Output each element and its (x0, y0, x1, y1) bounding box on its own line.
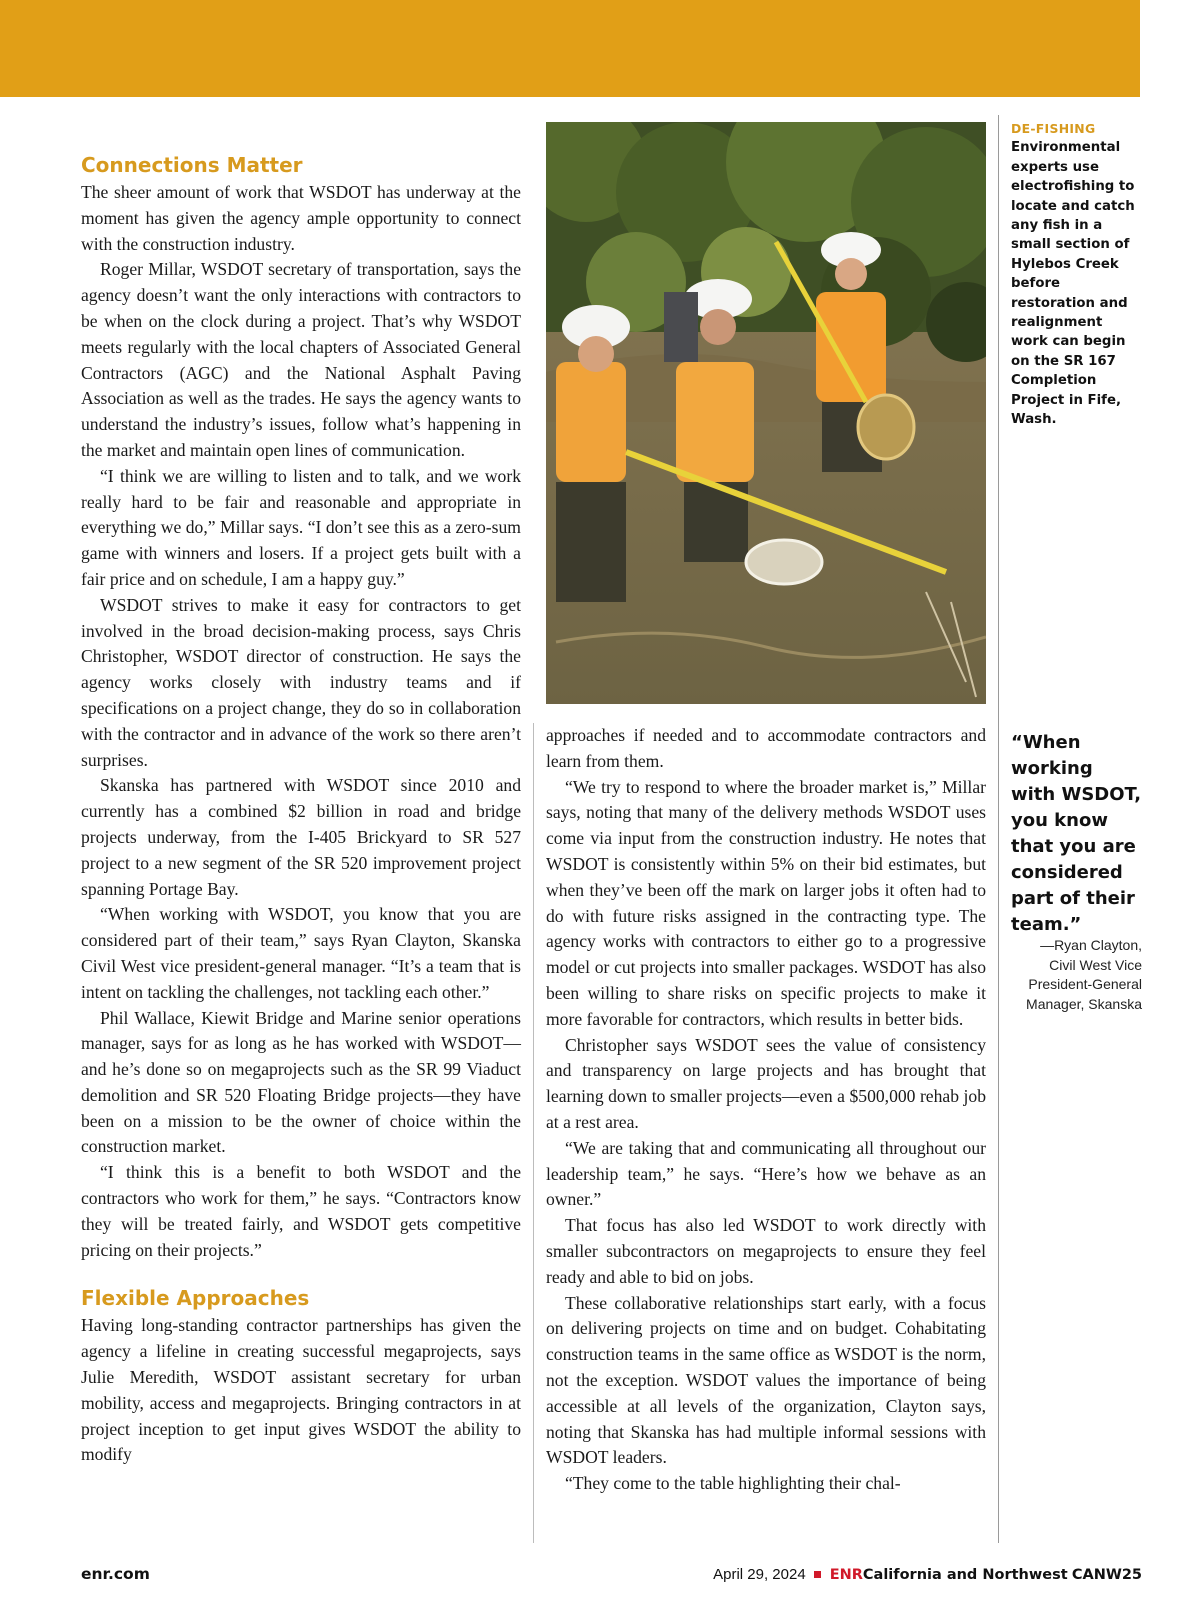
section-heading: Flexible Approaches (81, 1286, 310, 1311)
paragraph: Christopher says WSDOT sees the value of consistency and transparency on large projects and has brought that learning down to smaller projects—even a $500,000 rehab job at a rest area. (546, 1034, 986, 1132)
paragraph: Phil Wallace, Kiewit Bridge and Marine senior operations manager, says for as long as he has worked with WSDOT—and he’s done so on megaprojects such as the SR 99 Viaduct demolition and SR 520 Floating Bridge projects—they have been on a mission to be the owner of choice within the construction market. (81, 1007, 521, 1157)
footer-date: April 29, 2024 (713, 1566, 806, 1583)
footer-site: enr.com (81, 1565, 150, 1583)
pull-quote-attribution: —Ryan Clayton, Civil West Vice President-General Manager, Skanska (1026, 937, 1142, 1012)
paragraph: The sheer amount of work that WSDOT has underway at the moment has given the agency ample opportunity to connect with the construction industry. (81, 182, 521, 254)
paragraph: “We are taking that and communicating all throughout our leadership team,” he says. “Here’s how we behave as an owner.” (546, 1137, 986, 1210)
paragraph: WSDOT strives to make it easy for contractors to get involved in the broad decision-making process, says Chris Christopher, WSDOT director of construction. He says the agency works closely with industry teams and if specifications on a project change, they do so in collaboration with the contractor and in advance of the work so there aren’t surprises. (81, 594, 521, 770)
article-photo (546, 122, 986, 704)
section-heading: Connections Matter (81, 153, 303, 177)
photo-caption (1011, 119, 1141, 430)
paragraph: “They come to the table highlighting their chal- (565, 1473, 901, 1494)
paragraph: “I think we are willing to listen and to talk, and we work really hard to be fair and reasonable and appropriate in everything we do,” Millar says. “I don’t see this as a zero-sum game with winners and losers. If a project gets built with a fair price and on schedule, I am a happy guy.” (81, 465, 521, 589)
article-column-left (81, 152, 521, 1468)
paragraph: Skanska has partnered with WSDOT since 2010 and currently has a combined $2 billion in road and bridge projects underway, from the I-405 Brickyard to SR 527 project to a new segment of the SR 520 improvement project spanning Portage Bay. (81, 775, 521, 899)
footer-brand: ENR (829, 1567, 863, 1583)
paragraph: That focus has also led WSDOT to work directly with smaller subcontractors on megaprojects to ensure they feel ready and able to bid on jobs. (546, 1215, 986, 1287)
sidebar-divider (998, 115, 999, 1543)
separator-square-icon (814, 1571, 821, 1578)
pull-quote: “When working with WSDOT, you know that you are considered part of their team.” (1011, 732, 1142, 935)
paragraph: Roger Millar, WSDOT secretary of transportation, says the agency doesn’t want the only interactions with contractors to be when on the clock during a project. That’s why WSDOT meets regularly with the local chapters of Associated General Contractors (AGC) and the National Asphalt Paving Association as well as the trades. He says the agency wants to understand the industry’s issues, follow what’s happening in the market and maintain open lines of communication. (81, 259, 521, 460)
column-divider (533, 723, 534, 1543)
footer-publication: California and Northwest (862, 1567, 1068, 1583)
footer-page-number: CANW25 (1071, 1567, 1142, 1583)
paragraph: “I think this is a benefit to both WSDOT and the contractors who work for them,” he says. “Contractors know they will be treated fairly, and WSDOT gets competitive pricing on their projects.” (81, 1162, 521, 1260)
paragraph: These collaborative relationships start early, with a focus on delivering projects on time and on budget. Cohabitating construction teams in the same office as WSDOT is the norm, not the exception. WSDOT values the importance of being accessible at all levels of the organization, Clayton says, noting that Skanska has had multiple informal sessions with WSDOT leaders. (546, 1292, 986, 1468)
top-color-band (0, 0, 1140, 97)
footer-folio (713, 1566, 1142, 1583)
paragraph: “When working with WSDOT, you know that you are considered part of their team,” says Ryan Clayton, Skanska Civil West vice president-general manager. “It’s a team that is intent on tackling the challenges, not tackling each other.” (81, 904, 521, 1002)
paragraph: “We try to respond to where the broader market is,” Millar says, noting that many of the delivery methods WSDOT uses come via input from the construction industry. He notes that WSDOT is consistently within 5% on their bid estimates, but when they’ve been off the mark on larger jobs it often had to do with future risks assigned in the contracting type. The agency works with contractors to either go to a progressive model or cut projects into smaller packages. WSDOT has also been willing to share risks on specific projects to make it more favorable for contractors, which results in better bids. (546, 776, 986, 1029)
caption-kicker: DE-FISHING (1011, 121, 1096, 136)
caption-text: Environmental experts use electrofishing to locate and catch any fish in a small section of Hylebos Creek before restoration and realignment work can begin on the SR 167 Completion Project in Fife, Wash. (1011, 140, 1135, 428)
paragraph: Having long-standing contractor partnerships has given the agency a lifeline in creating successful megaprojects, says Julie Meredith, WSDOT assistant secretary for urban mobility, access and megaprojects. Bringing contractors in at project inception to get input gives WSDOT the ability to modify (81, 1315, 521, 1465)
paragraph: approaches if needed and to accommodate contractors and learn from them. (546, 725, 986, 771)
article-column-right (546, 723, 986, 1497)
